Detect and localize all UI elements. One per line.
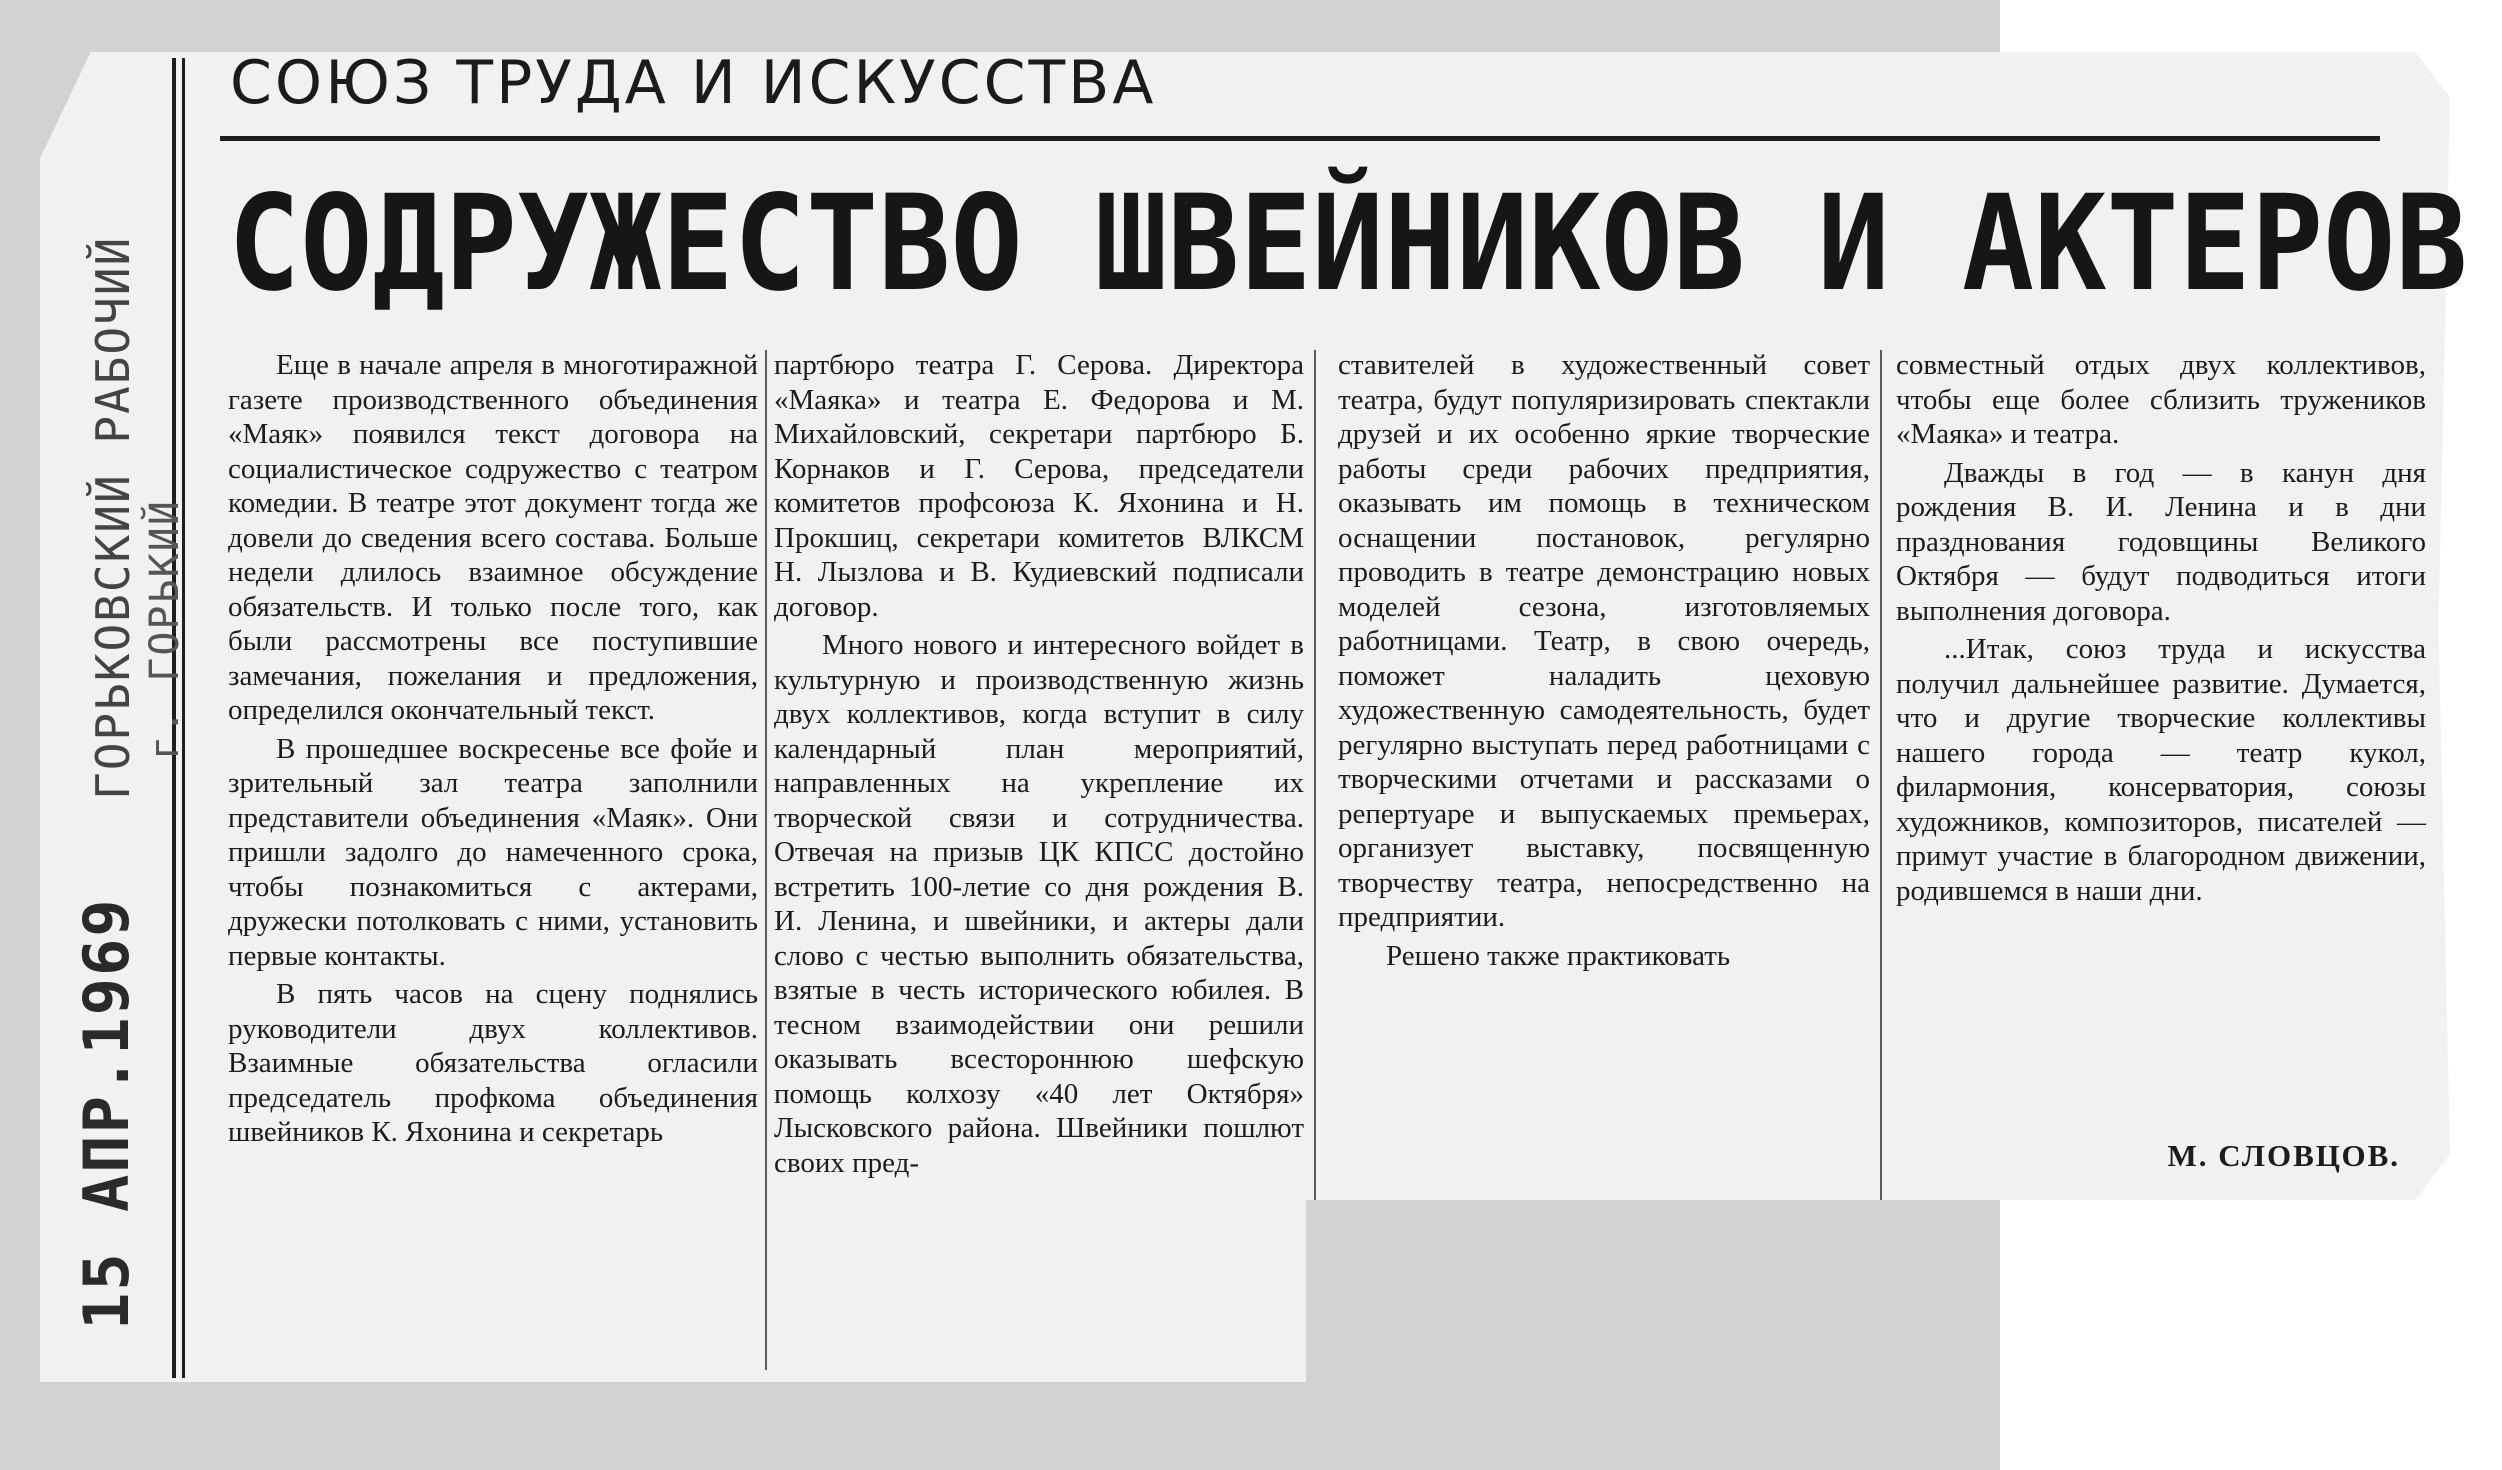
column-divider xyxy=(1314,350,1316,1200)
article-column-2 xyxy=(774,348,1304,1180)
paragraph: В прошедшее воскресенье все фойе и зрительный зал театра заполнили представители объединения «Маяк». Они пришли задолго до намеченного срока, чтобы познакомиться с актерами, дружески потолковать с ними, установить первые контакты. xyxy=(228,732,758,972)
paragraph: ставителей в художественный совет театра, будут популяризировать спектакли друзей и их особенно яркие творческие работы среди рабочих предприятия, оказывать им помощь в техническом оснащении постановок, регулярно проводить в театре демонстрацию новых моделей сезона, изготовляемых работницами. Театр, в свою очередь, поможет наладить цеховую художественную самодеятельность, будет регулярно выступать перед работницами с творческими отчетами и рассказами о репертуаре и выпускаемых премьерах, организует выставку, посвященную творчеству театра, непосредственно на предприятии. xyxy=(1338,349,1870,933)
column-divider xyxy=(765,350,767,1370)
column-divider xyxy=(1880,350,1882,1200)
paragraph: Дважды в год — в канун дня рождения В. И. Ленина и в дни празднования годовщины Великого Октября — будут подводиться итоги выполнения договора. xyxy=(1896,456,2426,627)
city-stamp: г. ГОРЬКИЙ xyxy=(142,499,188,760)
paragraph: ...Итак, союз труда и искусства получил дальнейшее развитие. Думается, что и другие творческие коллективы нашего города — театр кукол, филармония, консерватория, союзы художников, композиторов, писателей — примут участие в благородном движении, родившемся в наши дни. xyxy=(1896,633,2426,907)
paragraph: В пять часов на сцену поднялись руководители двух коллективов. Взаимные обязательства огласили председатель профкома объединения швейников К. Яхонина и секретарь xyxy=(228,978,758,1148)
date-stamp: 15 АПР.1969 xyxy=(70,897,143,1330)
section-rubric: СОЮЗ ТРУДА И ИСКУССТВА xyxy=(230,48,1157,118)
newspaper-name-stamp: ГОРЬКОВСКИЙ РАБОЧИЙ xyxy=(86,235,140,800)
article-headline: СОДРУЖЕСТВО ШВЕЙНИКОВ И АКТЕРОВ xyxy=(228,168,2468,321)
header-rule xyxy=(220,136,2380,141)
paragraph: партбюро театра Г. Серова. Директора «Маяка» и театра Е. Федорова и М. Михайловский, секретари партбюро Б. Корнаков и Г. Серова, председатели комитетов профсоюза К. Яхонина и Н. Прокшиц, секретари комитетов ВЛКСМ Н. Лызлова и В. Кудиевский подписали договор. xyxy=(774,349,1304,623)
article-column-4 xyxy=(1896,348,2426,908)
author-signature: М. СЛОВЦОВ. xyxy=(2167,1138,2400,1173)
article-column-1 xyxy=(228,348,758,1150)
paragraph: Еще в начале апреля в многотиражной газете производственного объединения «Маяк» появился текст договора на социалистическое содружество с театром комедии. В театре этот документ тогда же довели до сведения всего состава. Больше недели длилось взаимное обсуждение обязательств. И только после того, как были рассмотрены все поступившие замечания, пожелания и предложения, определился окончательный текст. xyxy=(228,349,758,726)
paragraph: Решено также практиковать xyxy=(1386,939,1731,972)
paragraph: совместный отдых двух коллективов, чтобы еще более сблизить тружеников «Маяка» и театра. xyxy=(1896,349,2426,450)
paragraph: Много нового и интересного войдет в культурную и производственную жизнь двух коллективов, когда вступит в силу календарный план мероприятий, направленных на укрепление их творческой связи и сотрудничества. Отвечая на призыв ЦК КПСС достойно встретить 100-летие со дня рождения В. И. Ленина, и швейники, и актеры дали слово с честью выполнить обязательства, взятые в честь исторического юбилея. В тесном взаимодействии они решили оказывать всестороннюю шефскую помощь колхозу «40 лет Октября» Лысковского района. Швейники пошлют своих пред- xyxy=(774,629,1304,1179)
article-column-3 xyxy=(1338,348,1870,973)
